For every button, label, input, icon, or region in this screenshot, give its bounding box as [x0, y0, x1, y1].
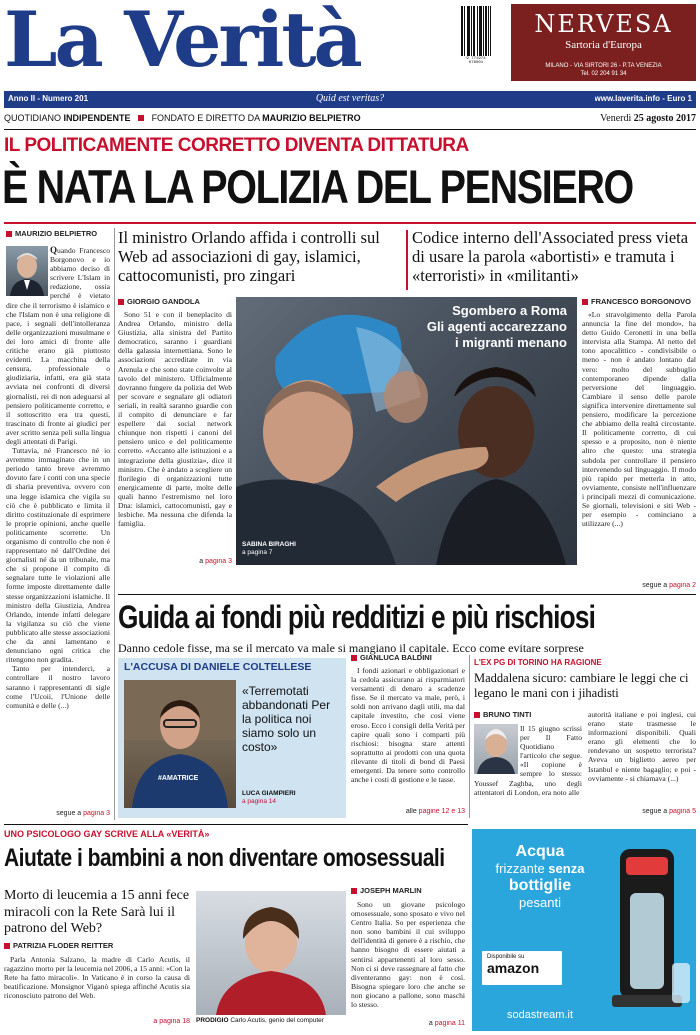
coltellese-kicker: L'ACCUSA DI DANIELE COLTELLESE: [124, 661, 312, 673]
soda-l3: bottiglie: [508, 877, 572, 894]
acutis-caption-text: Carlo Acutis, genio del computer: [230, 1017, 324, 1024]
editorial-more[interactable]: [6, 810, 110, 817]
photo-title-1: Sgombero a Roma: [452, 303, 567, 318]
date-wrap: [600, 113, 696, 124]
funds-sub: Danno cedole fisse, ma se il mercato va male si mangiano il capitale. Ecco come evitare sorprese: [118, 641, 584, 655]
coltellese-portrait: [124, 680, 236, 808]
marlin-text: Sono un giovane psicologo omosessuale, sono sposato e vivo nel Centro Italia. So per esperienza che non sono bambini il cui sviluppo dell'identità di genere è a rischio, che hanno bisogno di essere aiutati a sentirsi appartenenti al loro sesso. Non ci si deve rassegnare al fatto che diventeranno gay: non è così. Bisogna spiegare loro che anche se non giocano a pallone, sono maschi lo stesso.: [351, 900, 465, 1010]
headline-kicker: IL POLITICAMENTE CORRETTO DIVENTA DITTATURA: [4, 135, 469, 156]
soda-avail: Disponibile su: [487, 954, 525, 960]
soda-l1: Acqua: [515, 843, 565, 860]
acutis-page[interactable]: a pagina 18: [153, 1018, 190, 1025]
editorial-p3: Tanto per intenderci, a controllare il nostro lavoro saranno i rappresentanti di sigle come l'Ucoii, l'Unione delle comunità e delle (...): [6, 664, 110, 710]
photo-title: [367, 303, 567, 351]
psych-kicker: UNO PSICOLOGO GAY SCRIVE ALLA «VERITÀ»: [4, 829, 210, 839]
marlin-author: JOSEPH MARLIN: [360, 886, 422, 895]
soda-site[interactable]: sodastream.it: [506, 1009, 574, 1021]
barcode-number: 9 771974 078001: [466, 57, 486, 65]
tagline-row: [4, 113, 696, 127]
acutis-portrait: [196, 891, 346, 1015]
tinti-author: BRUNO TINTI: [483, 710, 532, 719]
acutis-photo: [196, 891, 346, 1015]
tinti-text-1-content: Il 15 giugno scrissi per Il Fatto Quotidiano l'articolo che segue. «Il copione è sempre lo stesso: Youssef Zaghba, uno degli attentatori di London, era noto alle: [474, 724, 582, 797]
coltellese-shirt: #AMATRICE: [158, 775, 199, 782]
funds-headline: Guida ai fondi più redditizi e più rischiosi: [118, 599, 596, 635]
marlin-more-page: pagina 11: [434, 1020, 465, 1027]
photo-credit-author: SABINA BIRAGHI: [242, 541, 296, 548]
tinti-byline: [474, 710, 580, 719]
funds-rule-top: [118, 594, 696, 595]
gandola-text: Sono 51 e con il beneplacito di Andrea Orlando, ministro della Giustizia, alla sinistra del Partito democratico, saranno i guardiani della galassia internettiana. Sono le associazioni accreditate in via Arenula e che sono state coinvolte al tavolo del ministero. Ufficialmente dovranno fungere da polizia del Web per scovare e segnalare gli odiatori seriali, in realtà saranno guardie con il compito di denunciare e far espellere dai social network chiunque non rispetti i canoni del pensiero unico e del politicamente corretto. «Accanto alle istituzioni e a integrazione della giustizia», dice il ministro. Che è andato a scegliere un florilegio di organizzazioni tutte energicamente di parte, molte delle quali hanno l'estremismo nel loro Dna: islamici, cattocomunisti, gay e lesbiche. Ma nessuna che difenda la famiglia.: [118, 310, 232, 529]
coltellese-photo: [124, 680, 236, 808]
baldini-author: GIANLUCA BALDINI: [360, 653, 432, 662]
baldini-more-page: pagine 12 e 13: [418, 808, 465, 815]
editorial-vrule: [114, 228, 115, 820]
ad-nervesa-brand: NERVESA: [534, 10, 673, 38]
soda-l2b: senza: [548, 861, 585, 876]
website: www.laverita.info - Euro 1: [594, 94, 692, 103]
coltellese-credit: [242, 790, 342, 806]
baldini-more[interactable]: [351, 808, 465, 815]
baldini-text: I fondi azionari e obbligazionari e la cedola assicurano ai risparmiatori versamenti di denaro a scadenze fisse. Se il mercato va male, però, i soldi non arrivano dagli utili, ma dal capitale investito, che così viene eroso. Ecco i consigli della Verità per capire quali sono i comparti più rischiosi: bisogna stare attenti soprattutto ai prodotti con una quota rilevante di titoli di bond di Paesi emergenti. Da tenere sotto controllo anche i costi di gestione e le tasse.: [351, 666, 465, 785]
gandola-more[interactable]: [118, 558, 232, 565]
borgonovo-byline: [582, 297, 696, 306]
ad-sodastream[interactable]: [472, 829, 696, 1031]
torino-title: Maddalena sicuro: cambiare le leggi che ci legano le mani con i jihadisti: [474, 671, 689, 700]
masthead-bar: [4, 91, 696, 108]
soda-l2a: frizzante: [495, 861, 549, 876]
acutis-caption-bold: PRODIGIO: [196, 1017, 229, 1024]
editorial-p2: Tuttavia, né Francesco né io avremmo immaginato che in un periodo tanto breve avremmo dovuto fare i conti con una specie di sharia preventiva, ovvero con una legge islamica che vigila su ciò che è pubblicato e limita il diritto costituzionale di esprimere le proprie opinioni, anche quelle politicamente scorrette. Un organismo di controllo che non è rappresentato né dall'Ordine dei giornalisti né da un tribunale, ma che si propone il compito di segnalare tutte le violazioni alle forme imposte direttamente dalle stesse organizzazioni islamiche. Il ministro della Giustizia, Andrea Orlando, intende infatti delegare la vigilanza su ciò che viene pubblicato alle stesse associazioni che da anni lamentano e denunciano ogni critica che ritengono non gradita.: [6, 446, 110, 665]
date-prefix: Venerdì: [600, 113, 634, 124]
soda-headline: [480, 843, 600, 911]
borgonovo-more-prefix: segue a: [642, 582, 670, 589]
tagline-prefix: QUOTIDIANO: [4, 113, 64, 123]
acutis-title: Morto di leucemia a 15 anni fece miracoli con la Rete Sarà lui il patrono del Web?: [4, 888, 190, 936]
coltellese-author: LUCA GIAMPIERI: [242, 790, 296, 797]
tinti-more-page: pagina 5: [669, 808, 696, 815]
tinti-more[interactable]: [588, 808, 696, 815]
founded-name: MAURIZIO BELPIETRO: [262, 113, 361, 123]
marlin-byline: [351, 886, 465, 895]
motto: Quid est veritas?: [315, 93, 385, 104]
headline-rule: [4, 222, 696, 224]
editorial-more-page: pagina 3: [83, 810, 110, 817]
soda-l4: pesanti: [519, 895, 561, 910]
ad-nervesa[interactable]: [511, 4, 696, 81]
coltellese-page: a pagina 14: [242, 798, 276, 805]
tagline-bold: INDIPENDENTE: [63, 113, 131, 123]
baldini-vrule: [469, 655, 470, 818]
coltellese-quote: «Terremotati abbandonati Per la politica noi siamo solo un costo»: [242, 684, 331, 754]
editorial-more-prefix: segue a: [56, 810, 84, 817]
baldini-more-prefix: alle: [405, 808, 419, 815]
photo-title-3: i migranti menano: [455, 335, 567, 350]
borgonovo-author: FRANCESCO BORGONOVO: [591, 297, 692, 306]
gandola-more-prefix: a: [199, 558, 206, 565]
ad-nervesa-phone: Tel. 02 204 91 34: [580, 71, 627, 77]
acutis-byline: [4, 941, 190, 950]
editorial-byline: [6, 229, 110, 238]
marlin-more-prefix: a: [428, 1020, 435, 1027]
soda-amazon-box[interactable]: [482, 951, 562, 985]
acutis-text: Parla Antonia Salzano, la madre di Carlo Acutis, il ragazzino morto per la leucemia nel 2006, a 15 anni: «Con la Rete ha fatto miracoli». In Vaticano è in corso la causa di beatificazione. Monsignor Viganò spiega affinché Acutis sia riconosciuto patrono del Web.: [4, 955, 190, 1001]
ad-nervesa-address: MILANO - VIA SIRTORI 26 - P.TA VENEZIA: [545, 63, 662, 69]
acutis-caption: [196, 1017, 348, 1024]
acutis-author: PATRIZIA FLODER REITTER: [13, 941, 114, 950]
coltellese-box[interactable]: [118, 658, 346, 818]
tinti-text-1: [474, 724, 582, 808]
editorial-p1: uando Francesco Borgonovo e io abbiamo deciso di scrivere L'Islam in redazione, ossia perché è vietato dire che il terrorismo è islamico e che l'Islam non è una religione di pace, i segnali dell'intolleranza delle organizzazioni musulmane e dei loro amici di fronte alle critiche erano già piuttosto evidenti. La macchina della censura, professionale o giudiziaria, infatti, era già stata avviata nei confronti di diversi giornalisti, rei di non adeguarsi al pensiero politicamente corretto, e il sottoscritto era tra questi, trascinato di fronte ai giudici per aver scritto senza peli sulla lingua degli attentati di Parigi.: [6, 246, 110, 446]
main-photo[interactable]: [236, 297, 577, 565]
ad-nervesa-line: Sartoria d'Europa: [565, 39, 642, 51]
editorial-author: MAURIZIO BELPIETRO: [15, 229, 98, 238]
photo-credit: [242, 541, 296, 557]
soda-machine: [602, 843, 692, 1013]
tagline-rule: [4, 129, 696, 130]
gandola-byline: [118, 297, 232, 306]
tagline-sep: [138, 115, 144, 121]
tinti-text-2: autorità italiane e poi inglesi, cui erano state trasmesse le informazioni disponibili. Quali erano gli elementi che lo rendevano un sospetto terrorista? Aveva un biglietto aereo per Istanbul e niente bagaglio; e poi - ovviamente - si chiamava (...): [588, 710, 696, 783]
photo-title-2: Gli agenti accarezzano: [426, 319, 567, 334]
soda-l2: [480, 860, 600, 877]
torino-kicker: L'EX PG DI TORINO HA RAGIONE: [474, 658, 602, 667]
borgonovo-text: «Lo stravolgimento della Parola annuncia la fine del mondo», ha detto Guido Ceronetti in una bella intervista alla Stampa. Al netto del tono apocalittico - condivisibile o meno - non è andato lontano dal vero: molto del subbuglio contemporaneo dipende dalla perversione del linguaggio. Cambiare il senso delle parole significa intervenire direttamente sul pensiero, modificare la percezione che abbiamo della realtà circostante. Il politicamente corretto, di cui spesso e a proposito, non è niente altro che questo: una strategia subdola per controllare il pensiero intervenendo sul linguaggio. Il modo più rapido per metterla in atto, ovviamente, consiste nell'influenzare i principali mezzi di comunicazione. Se giornali, televisioni e siti Web - per esempio - cominciano a utilizzare (...): [582, 310, 696, 529]
editorial-dropcap: Q: [50, 246, 58, 255]
photo-credit-page: a pagina 7: [242, 549, 273, 556]
editorial-text: [6, 246, 110, 806]
gandola-author: GIORGIO GANDOLA: [127, 297, 200, 306]
marlin-more[interactable]: [351, 1020, 465, 1027]
borgonovo-more[interactable]: [582, 582, 696, 589]
soda-machine-icon: [602, 843, 692, 1013]
founded-prefix: FONDATO E DIRETTO DA: [151, 113, 263, 123]
soda-amazon: amazon: [487, 960, 540, 976]
subhead-vrule: [406, 230, 408, 290]
tinti-more-prefix: segue a: [642, 808, 670, 815]
issue-number: Anno II - Numero 201: [8, 94, 89, 103]
borgonovo-more-page: pagina 2: [669, 582, 696, 589]
psych-headline: Aiutate i bambini a non diventare omosessuali: [4, 844, 445, 872]
barcode: [460, 4, 492, 66]
subhead-ap: Codice interno dell'Associated press vieta di usare la parola «abortisti» e tramuta i «terroristi» in «militanti»: [412, 228, 689, 285]
main-headline: È NATA LA POLIZIA DEL PENSIERO: [2, 160, 633, 213]
issue-date: 25 agosto 2017: [633, 113, 696, 124]
masthead-logo: La Verità: [4, 0, 360, 84]
psych-rule: [4, 824, 468, 825]
gandola-more-page: pagina 3: [205, 558, 232, 565]
subhead-orlando: Il ministro Orlando affida i controlli sul Web ad associazioni di gay, islamici, cattocomunisti, pro zingari: [118, 228, 380, 285]
baldini-byline: [351, 653, 465, 662]
